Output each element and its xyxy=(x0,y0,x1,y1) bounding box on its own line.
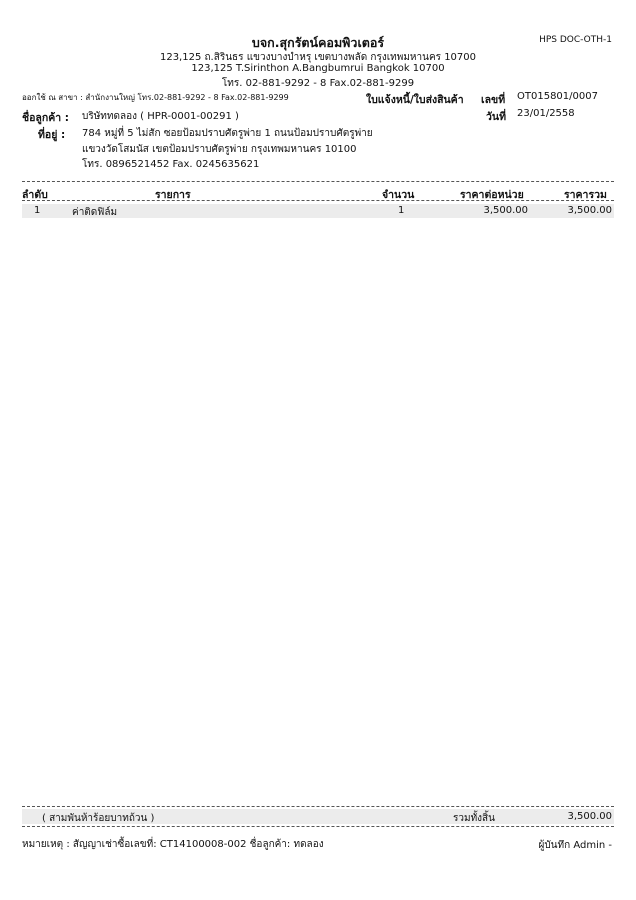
document-title: ใบแจ้งหนี้/ใบส่งสินค้า xyxy=(366,94,464,106)
recorder: ผู้บันทึก Admin - xyxy=(538,840,612,851)
document-date: 23/01/2558 xyxy=(517,108,575,119)
remark: หมายเหตุ : สัญญาเช่าซื้อเลขที่: CT14100008-002 ชื่อลูกค้า: ทดลอง xyxy=(22,839,324,850)
customer-contact: โทร. 0896521452 Fax. 0245635621 xyxy=(82,159,260,170)
document-number-label: เลขที่ xyxy=(481,94,506,106)
table-header-divider xyxy=(22,200,614,201)
row-qty: 1 xyxy=(398,205,405,216)
date-label: วันที่ xyxy=(486,111,506,123)
totals-top-divider xyxy=(22,806,614,807)
company-address-th: 123,125 ถ.สิรินธร แขวงบางบำหรุ เขตบางพลัด กรุงเทพมหานคร 10700 xyxy=(159,52,477,63)
customer-label: ชื่อลูกค้า : xyxy=(22,112,69,124)
branch-info: ออกใช้ ณ สาขา : สำนักงานใหญ่ โทร.02-881-9292 - 8 Fax.02-881-9299 xyxy=(22,93,289,102)
company-address-en: 123,125 T.Sirinthon A.Bangbumrui Bangkok 10700 xyxy=(191,63,445,74)
customer-address-line2: แขวงวัดโสมนัส เขตป้อมปราบศัตรูพ่าย กรุงเทพมหานคร 10100 xyxy=(82,144,357,155)
column-header-unit-price: ราคาต่อหน่วย xyxy=(460,189,524,201)
table-top-divider xyxy=(22,181,614,182)
customer-address-line1: 784 หมู่ที่ 5 ไม่สัก ซอยป้อมปราบศัตรูพ่าย 1 ถนนป้อมปราบศัตรูพ่าย xyxy=(82,128,373,139)
totals-bottom-divider xyxy=(22,826,614,827)
company-name: บจก.สุกรัตน์คอมพิวเตอร์ xyxy=(251,35,385,50)
row-item: ค่าติดฟิล์ม xyxy=(72,207,118,218)
column-header-amount: ราคารวม xyxy=(564,189,607,201)
total-label: รวมทั้งสิ้น xyxy=(453,813,495,824)
total-value: 3,500.00 xyxy=(567,811,612,822)
column-header-seq: ลำดับ xyxy=(22,189,48,201)
address-label: ที่อยู่ : xyxy=(38,129,66,141)
column-header-item: รายการ xyxy=(155,189,191,201)
document-code: HPS DOC-OTH-1 xyxy=(539,35,612,45)
customer-name: บริษัททดลอง ( HPR-0001-00291 ) xyxy=(82,111,239,122)
row-amount: 3,500.00 xyxy=(567,205,612,216)
row-unit-price: 3,500.00 xyxy=(483,205,528,216)
row-seq: 1 xyxy=(34,205,41,216)
company-phone: โทร. 02-881-9292 - 8 Fax.02-881-9299 xyxy=(221,78,415,89)
column-header-qty: จำนวน xyxy=(382,189,415,201)
document-number: OT015801/0007 xyxy=(517,91,598,102)
amount-in-words: ( สามพันห้าร้อยบาทถ้วน ) xyxy=(42,813,155,824)
